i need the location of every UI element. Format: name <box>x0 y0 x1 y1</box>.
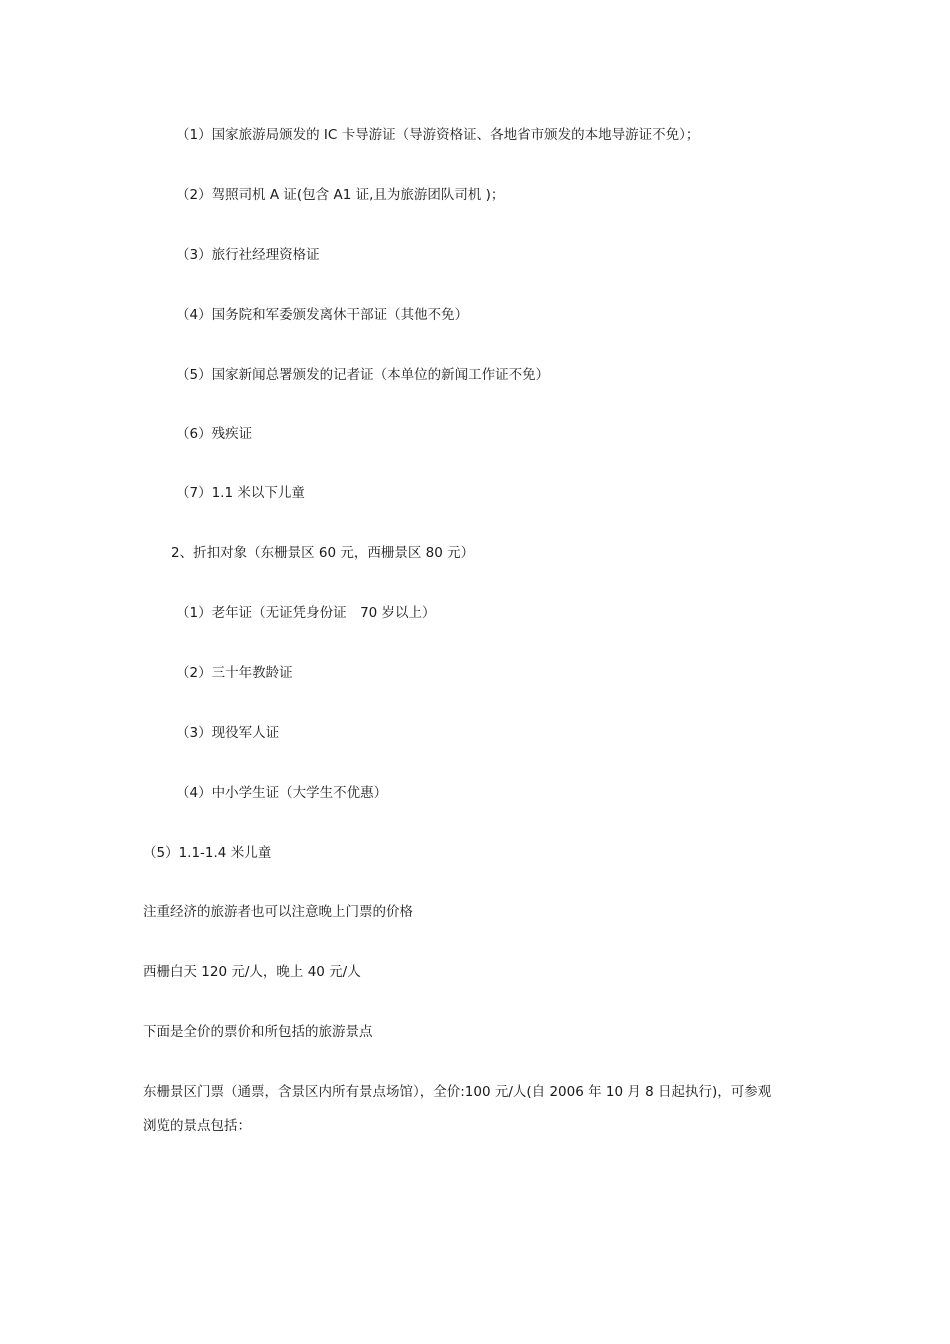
discount-heading: 2、折扣对象（东栅景区 60 元，西栅景区 80 元） <box>171 545 475 561</box>
discount-item-4: （4）中小学生证（大学生不优惠） <box>176 785 388 801</box>
exempt-item-2: （2）驾照司机 A 证(包含 A1 证,且为旅游团队司机 )； <box>176 187 505 203</box>
exempt-item-7: （7）1.1 米以下儿童 <box>176 485 305 501</box>
exempt-item-3: （3）旅行社经理资格证 <box>176 247 320 263</box>
exempt-item-6: （6）残疾证 <box>176 426 253 442</box>
paragraph-dongzha-ticket-cont: 浏览的景点包括： <box>143 1118 251 1134</box>
paragraph-full-price-intro: 下面是全价的票价和所包括的旅游景点 <box>143 1024 373 1040</box>
discount-item-3: （3）现役军人证 <box>176 725 280 741</box>
discount-item-1: （1）老年证（无证凭身份证 70 岁以上） <box>176 605 436 621</box>
paragraph-xizha-prices: 西栅白天 120 元/人，晚上 40 元/人 <box>143 964 361 980</box>
paragraph-evening-tip: 注重经济的旅游者也可以注意晚上门票的价格 <box>143 904 413 920</box>
exempt-item-5: （5）国家新闻总署颁发的记者证（本单位的新闻工作证不免） <box>176 367 550 383</box>
discount-item-2: （2）三十年教龄证 <box>176 665 293 681</box>
exempt-item-1: （1）国家旅游局颁发的 IC 卡导游证（导游资格证、各地省市颁发的本地导游证不免）； <box>176 127 700 143</box>
exempt-item-4: （4）国务院和军委颁发离休干部证（其他不免） <box>176 307 469 323</box>
paragraph-dongzha-ticket: 东栅景区门票（通票，含景区内所有景点场馆），全价:100 元/人(自 2006 年 10 月 8 日起执行)，可参观 <box>143 1084 772 1100</box>
discount-item-5: （5）1.1-1.4 米儿童 <box>143 845 272 861</box>
